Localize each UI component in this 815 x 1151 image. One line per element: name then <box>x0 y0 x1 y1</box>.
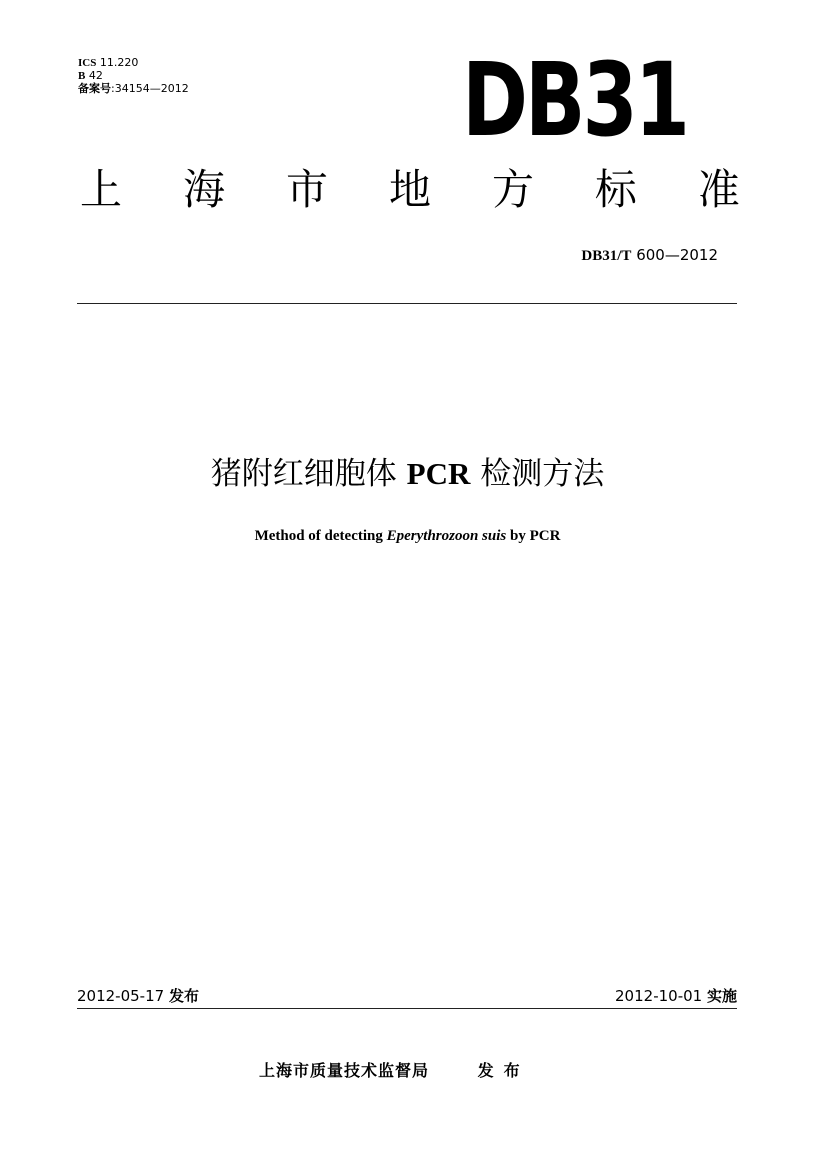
title-en-part2: by PCR <box>510 528 561 544</box>
standard-type-char: 上 <box>80 165 123 214</box>
issue-date: 2012-05-17 <box>77 987 165 1005</box>
standard-type-char: 标 <box>594 165 637 214</box>
ccs-label: B <box>78 70 86 82</box>
issuer-name: 上海市质量技术监督局 <box>259 1061 430 1080</box>
title-en-species: Eperythrozoon suis <box>386 528 507 544</box>
implement-label: 实施 <box>706 987 737 1005</box>
document-title-cn <box>0 452 815 496</box>
issue-label: 发布 <box>168 987 199 1005</box>
standard-number-prefix: DB31/T <box>581 248 632 264</box>
standard-type-char: 市 <box>285 165 328 214</box>
title-cn-part2: 检测方法 <box>480 456 605 492</box>
standard-type-char: 准 <box>697 165 740 214</box>
standard-type-char: 地 <box>388 165 431 214</box>
implement-date: 2012-10-01 <box>615 987 703 1005</box>
header-divider <box>77 303 737 304</box>
title-en-part1: Method of detecting <box>254 528 383 544</box>
ics-label: ICS <box>78 57 97 69</box>
standard-type-char: 方 <box>491 165 534 214</box>
standard-type-title <box>80 162 740 218</box>
ics-line <box>78 56 138 70</box>
standard-number <box>581 246 718 265</box>
ics-code: 11.220 <box>99 56 139 69</box>
document-title-en <box>0 528 815 545</box>
standard-type-char: 海 <box>182 165 225 214</box>
issuer-line <box>259 1058 530 1081</box>
issuer-action: 发布 <box>477 1061 530 1080</box>
standard-number-value: 600—2012 <box>636 246 718 264</box>
record-line <box>78 82 189 95</box>
db31-logo: DB31 <box>462 41 687 160</box>
title-cn-part1: 猪附红细胞体 <box>210 456 397 492</box>
ccs-line <box>78 69 103 83</box>
title-cn-acronym: PCR <box>406 456 471 491</box>
implement-date-line <box>615 985 737 1006</box>
ccs-code: 42 <box>88 69 103 82</box>
issue-date-line <box>77 985 199 1006</box>
record-label: 备案号 <box>78 82 111 95</box>
record-separator: : <box>111 82 115 95</box>
footer-divider <box>77 1008 737 1009</box>
record-number: 34154—2012 <box>114 82 189 95</box>
